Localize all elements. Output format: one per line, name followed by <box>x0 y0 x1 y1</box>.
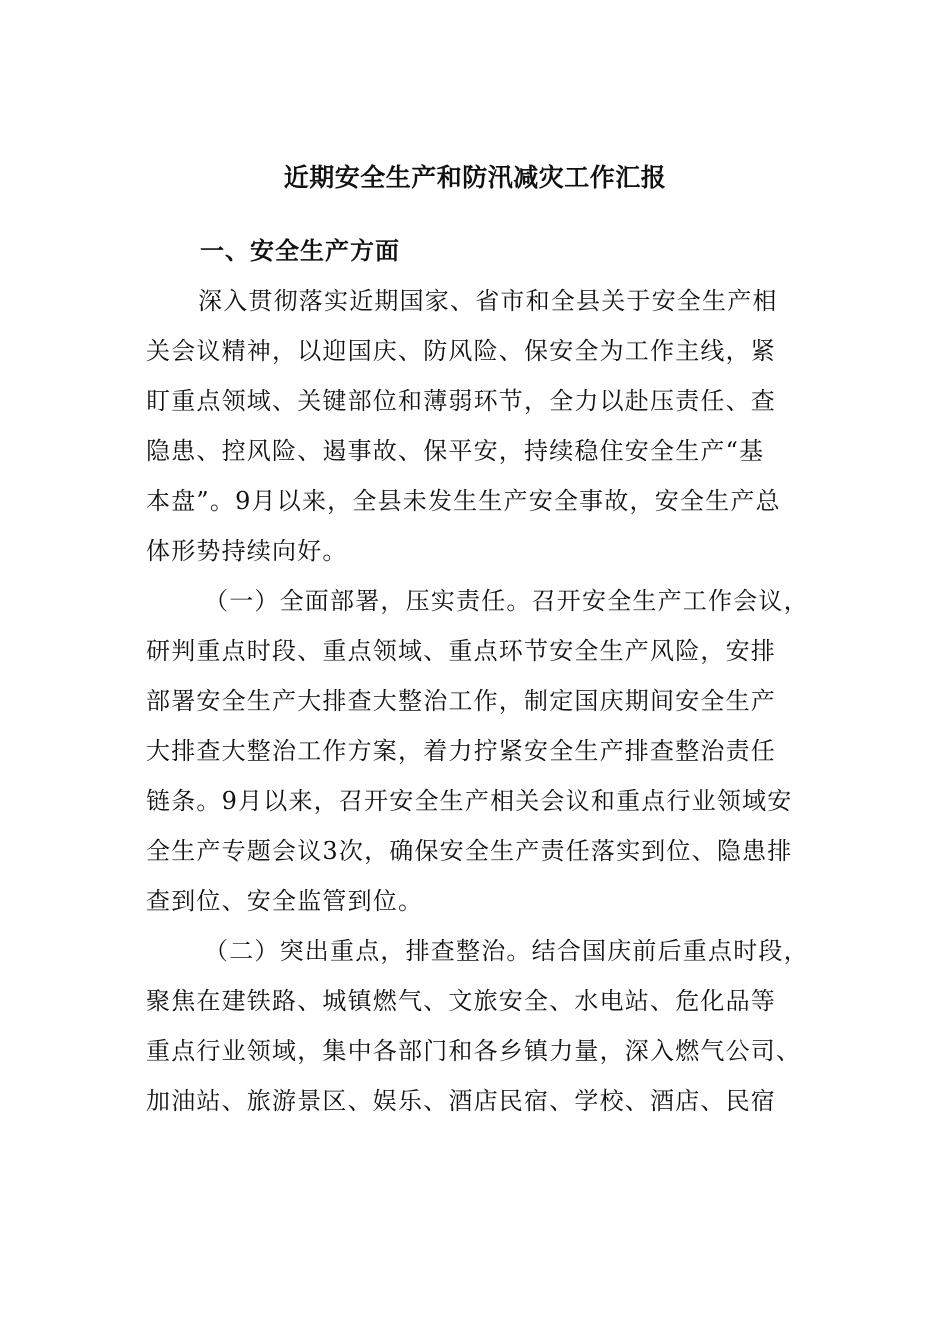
paragraph-line: 重点行业领域，集中各部门和各乡镇力量，深入燃气公司、 <box>146 1037 802 1065</box>
paragraph-line: 全生产专题会议3次，确保安全生产责任落实到位、隐患排 <box>146 837 793 865</box>
paragraph-line: 部署安全生产大排查大整治工作，制定国庆期间安全生产 <box>146 687 776 715</box>
paragraph-line: 关会议精神，以迎国庆、防风险、保安全为工作主线，紧 <box>146 337 776 365</box>
paragraph-intro <box>146 276 806 576</box>
paragraph-line: （二）突出重点，排查整治。结合国庆前后重点时段， <box>204 937 809 965</box>
paragraph-line: 隐患、控风险、遏事故、保平安，持续稳住安全生产“基 <box>146 437 765 465</box>
paragraph-line: 查到位、安全监管到位。 <box>146 887 424 915</box>
paragraph-line: 链条。9月以来，召开安全生产相关会议和重点行业领域安 <box>146 787 793 815</box>
paragraph-line: 大排查大整治工作方案，着力拧紧安全生产排查整治责任 <box>146 737 776 765</box>
paragraph-line: 聚焦在建铁路、城镇燃气、文旅安全、水电站、危化品等 <box>146 987 776 1015</box>
paragraph-deployment <box>146 576 809 926</box>
paragraph-line: 本盘”。9月以来，全县未发生生产安全事故，安全生产总 <box>146 487 781 515</box>
paragraph-inspection <box>146 926 809 1126</box>
paragraph-line: 研判重点时段、重点领域、重点环节安全生产风险，安排 <box>146 637 776 665</box>
paragraph-line: （一）全面部署，压实责任。召开安全生产工作会议， <box>204 587 809 615</box>
paragraph-line: 加油站、旅游景区、娱乐、酒店民宿、学校、酒店、民宿 <box>146 1087 776 1115</box>
document-title: 近期安全生产和防汛减灾工作汇报 <box>283 163 667 192</box>
paragraph-line: 体形势持续向好。 <box>146 537 348 565</box>
section-heading: 一、安全生产方面 <box>200 236 400 265</box>
paragraph-line: 深入贯彻落实近期国家、省市和全县关于安全生产相 <box>198 287 778 315</box>
paragraph-line: 盯重点领域、关键部位和薄弱环节，全力以赴压责任、查 <box>146 387 776 415</box>
